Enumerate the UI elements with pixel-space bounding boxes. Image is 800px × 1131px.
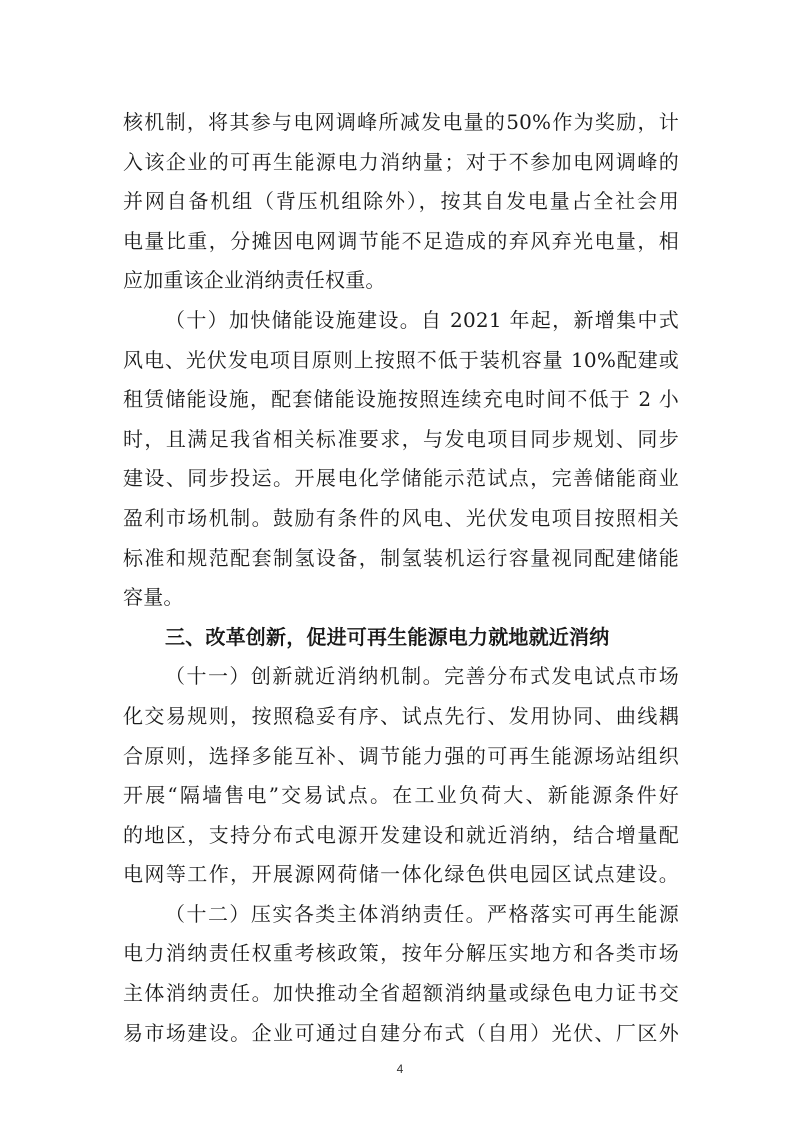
text-line: 电量比重，分摊因电网调节能不足造成的弃风弃光电量，相 [123, 228, 679, 253]
text-line: 盈利市场机制。鼓励有条件的风电、光伏发电项目按照相关 [123, 505, 679, 530]
text-line: 的地区，支持分布式电源开发建设和就近消纳，结合增量配 [123, 822, 679, 847]
text-line: 应加重该企业消纳责任权重。 [123, 268, 386, 293]
text-line: （十二）压实各类主体消纳责任。严格落实可再生能源 [165, 901, 679, 926]
text-line: 开展“隔墙售电”交易试点。在工业负荷大、新能源条件好 [123, 783, 679, 808]
body-text [123, 103, 679, 1053]
text-line: 并网自备机组（背压机组除外），按其自发电量占全社会用 [123, 189, 679, 214]
text-line: （十）加快储能设施建设。自 2021 年起，新增集中式 [165, 307, 679, 332]
text-line: 建设、同步投运。开展电化学储能示范试点，完善储能商业 [123, 466, 679, 491]
text-line: 主体消纳责任。加快推动全省超额消纳量或绿色电力证书交 [123, 981, 679, 1006]
text-line: 易市场建设。企业可通过自建分布式（自用）光伏、厂区外 [123, 1020, 679, 1045]
text-line: 时，且满足我省相关标准要求，与发电项目同步规划、同步 [123, 426, 679, 451]
page-number: 4 [396, 1062, 404, 1076]
text-line: 电力消纳责任权重考核政策，按年分解压实地方和各类市场 [123, 941, 679, 966]
text-line: 风电、光伏发电项目原则上按照不低于装机容量 10%配建或 [123, 347, 679, 372]
text-line: 租赁储能设施，配套储能设施按照连续充电时间不低于 2 小 [123, 387, 679, 412]
text-line: 容量。 [123, 585, 184, 610]
text-line: 核机制，将其参与电网调峰所减发电量的50%作为奖励，计 [123, 110, 679, 134]
text-line: 入该企业的可再生能源电力消纳量；对于不参加电网调峰的 [123, 149, 679, 174]
section-heading: 三、改革创新，促进可再生能源电力就地就近消纳 [165, 624, 610, 649]
text-line: （十一）创新就近消纳机制。完善分布式发电试点市场 [165, 664, 679, 689]
text-line: 电网等工作，开展源网荷储一体化绿色供电园区试点建设。 [123, 862, 679, 887]
text-line: 合原则，选择多能互补、调节能力强的可再生能源场站组织 [123, 743, 679, 768]
text-line: 标准和规范配套制氢设备，制氢装机运行容量视同配建储能 [123, 545, 679, 570]
text-line: 化交易规则，按照稳妥有序、试点先行、发用协同、曲线耦 [123, 703, 679, 728]
